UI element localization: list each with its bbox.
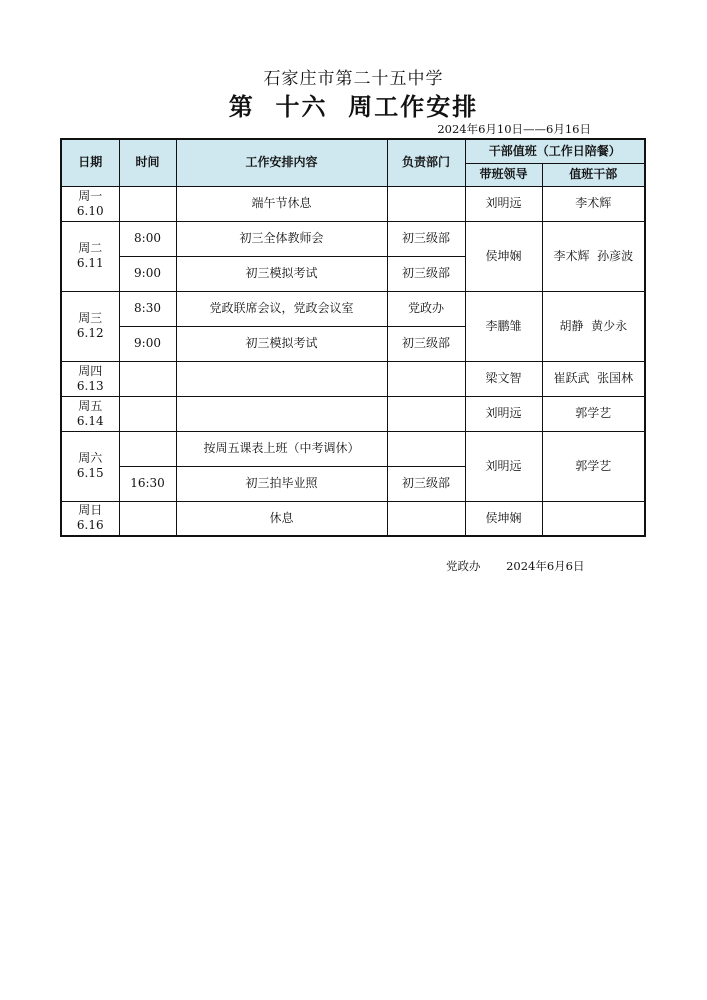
weekday: 周日 — [78, 503, 103, 518]
day-date: 6.15 — [76, 466, 104, 480]
officer-cell: 李术辉 孙彦波 — [542, 221, 645, 291]
content-cell: 党政联席会议，党政会议室 — [176, 291, 387, 326]
table-row — [61, 186, 645, 221]
table-row — [61, 361, 645, 396]
dept-cell: 初三级部 — [387, 221, 465, 256]
day-cell — [61, 361, 119, 396]
officer-cell: 郭学艺 — [542, 431, 645, 501]
dept-cell — [387, 431, 465, 466]
table-row — [61, 221, 645, 256]
content-cell — [176, 361, 387, 396]
day-cell — [61, 291, 119, 361]
time-cell: 16:30 — [119, 466, 176, 501]
footer-date: 2024年6月6日 — [506, 559, 585, 573]
col-header-date: 日期 — [61, 139, 119, 186]
dept-cell: 党政办 — [387, 291, 465, 326]
content-cell: 休息 — [176, 501, 387, 536]
school-name: 石家庄市第二十五中学 — [263, 69, 444, 89]
leader-cell: 刘明远 — [465, 186, 542, 221]
day-cell — [61, 221, 119, 291]
weekday: 周五 — [78, 398, 103, 413]
table-row — [61, 431, 645, 466]
leader-cell: 刘明远 — [465, 431, 542, 501]
time-cell: 9:00 — [119, 256, 176, 291]
col-header-content: 工作安排内容 — [176, 139, 387, 186]
day-cell — [61, 431, 119, 501]
leader-cell: 李鹏雏 — [465, 291, 542, 361]
content-cell — [176, 396, 387, 431]
content-cell: 初三模拟考试 — [176, 326, 387, 361]
officer-cell: 郭学艺 — [542, 396, 645, 431]
day-cell — [61, 186, 119, 221]
leader-cell: 侯坤娴 — [465, 501, 542, 536]
time-cell: 8:00 — [119, 221, 176, 256]
col-header-leader: 带班领导 — [465, 163, 542, 186]
table-row — [61, 291, 645, 326]
day-date: 6.11 — [76, 256, 104, 270]
dept-cell — [387, 396, 465, 431]
col-header-time: 时间 — [119, 139, 176, 186]
week-date-range: 2024年6月10日——6月16日 — [437, 122, 591, 136]
time-cell: 8:30 — [119, 291, 176, 326]
weekday: 周二 — [78, 241, 103, 255]
time-cell — [119, 501, 176, 536]
dept-cell — [387, 186, 465, 221]
day-date: 6.10 — [76, 203, 104, 218]
weekday: 周四 — [78, 363, 103, 378]
time-cell — [119, 431, 176, 466]
day-date: 6.16 — [76, 518, 104, 533]
footer-office: 党政办 — [446, 559, 481, 573]
content-cell: 初三拍毕业照 — [176, 466, 387, 501]
content-cell: 端午节休息 — [176, 186, 387, 221]
dept-cell: 初三级部 — [387, 466, 465, 501]
page-title: 第 十六 周工作安排 — [228, 93, 479, 121]
officer-cell: 胡静 黄少永 — [542, 291, 645, 361]
time-cell — [119, 361, 176, 396]
weekday: 周一 — [78, 188, 103, 203]
day-date: 6.14 — [76, 413, 104, 428]
schedule-table — [60, 138, 646, 537]
col-header-dept: 负责部门 — [387, 139, 465, 186]
leader-cell: 侯坤娴 — [465, 221, 542, 291]
time-cell — [119, 396, 176, 431]
time-cell: 9:00 — [119, 326, 176, 361]
time-cell — [119, 186, 176, 221]
content-cell: 初三全体教师会 — [176, 221, 387, 256]
day-date: 6.13 — [76, 378, 104, 393]
leader-cell: 梁文智 — [465, 361, 542, 396]
content-cell: 初三模拟考试 — [176, 256, 387, 291]
weekday: 周三 — [78, 311, 103, 325]
table-row — [61, 501, 645, 536]
footer — [446, 558, 585, 574]
dept-cell — [387, 361, 465, 396]
officer-cell: 李术辉 — [542, 186, 645, 221]
dept-cell: 初三级部 — [387, 326, 465, 361]
day-date: 6.12 — [76, 326, 104, 340]
content-cell: 按周五课表上班（中考调休） — [176, 431, 387, 466]
dept-cell — [387, 501, 465, 536]
table-row — [61, 396, 645, 431]
day-cell — [61, 501, 119, 536]
leader-cell: 刘明远 — [465, 396, 542, 431]
officer-cell — [542, 501, 645, 536]
col-header-duty-group: 干部值班（工作日陪餐） — [465, 139, 645, 163]
weekday: 周六 — [78, 451, 103, 465]
dept-cell: 初三级部 — [387, 256, 465, 291]
col-header-officer: 值班干部 — [542, 163, 645, 186]
officer-cell: 崔跃武 张国林 — [542, 361, 645, 396]
day-cell — [61, 396, 119, 431]
